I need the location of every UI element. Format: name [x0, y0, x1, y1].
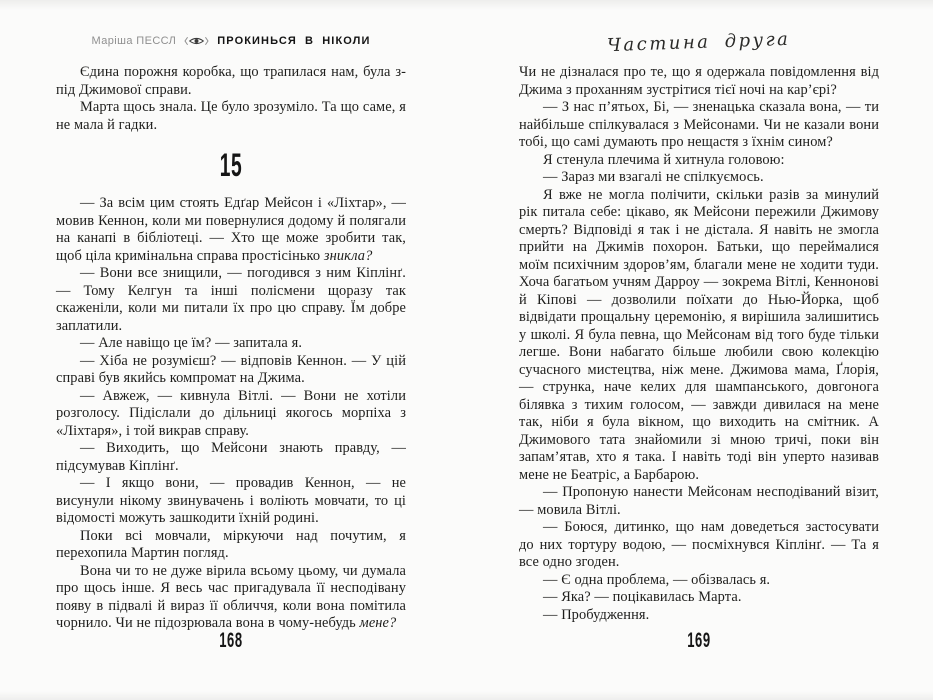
paragraph: — Але навіщо це їм? — запитала я. — [80, 335, 303, 351]
page-left — [56, 0, 406, 700]
paragraph: — Пробудження. — [543, 606, 650, 623]
paragraph: Я стенула плечима й хитнула головою: — [543, 151, 785, 168]
running-head-right — [519, 28, 879, 57]
part-title: Частина друга — [606, 28, 792, 57]
eye-icon — [183, 35, 210, 47]
page-right-text — [519, 64, 879, 624]
paragraph: — Боюся, дитинко, що нам доведеться застосувати до них тортуру водою, — посміхнувся Кіплінґ. — Та я все одно згоден. — [519, 519, 879, 570]
paragraph: — Хіба не розумієш? — відповів Кеннон. — У цій справі був якийсь компромат на Джима. — [56, 352, 406, 386]
paragraph: — Зараз ми взагалі не спілкуємось. — [543, 169, 764, 185]
page-right — [519, 0, 879, 700]
paragraph: Чи не дізналася про те, що я одержала повідомлення від Джима з проханням зустрітися тієї ночі на кар’єрі? — [519, 64, 879, 98]
paragraph: — Є одна проблема, — обізвалась я. — [543, 571, 771, 588]
intro-paragraphs — [56, 64, 406, 134]
paragraph: — Авжеж, — кивнула Вітлі. — Вони не хотіли розголосу. Підіслали до дільниці якогось морпіха з «Ліхтаря», і той викрав справу. — [56, 387, 406, 439]
paragraph: — Вони все знищили, — погодився з ним Кіплінґ. — Тому Келгун та інші полісмени щоразу так скаженіли, коли ми питали їх про цю справу. Їм добре заплатили. — [56, 265, 406, 334]
chapter-number: 15 — [219, 147, 243, 183]
paragraph: — Виходить, що Мейсони знають правду, — підсумував Кіплінґ. — [56, 440, 406, 474]
page-number-right: 169 — [687, 629, 711, 652]
paragraph: Поки всі мовчали, міркуючи над почутим, я перехопила Мартин погляд. — [56, 527, 406, 561]
paragraph: Марта щось знала. Це було зрозуміло. Та що саме, я не мала й гадки. — [56, 99, 406, 133]
paragraph: Я вже не могла полічити, скільки разів за минулий рік питала себе: цікаво, як Мейсони пережили Джимову смерть? Відповіді я так і не дістала. Я навіть не змогла прийти на Джимів похорон. Батьки, що переймалися моїм психічним здоров’ям, благали мене не ходити туди. Хоча багатьом учням Дарроу — зокрема Вітлі, Кеннонові й Кіпові — дозволили поїхати до Нью-Йорка, щоб відвідати прощальну церемонію, я вирішила залишитись у школі. Я була певна, що Мейсонам від того буде тільки легше. Вони набагато більше любили свою колекцію сучасного мистецтва, ніж мене. Джимова мама, Ґлорія, — струнка, наче келих для шампанського, довгонога білявка з тихим голосом, — завжди дивилася на мене так, ніби я була вікном, що виходить на смітник. А Джимового тата знайомили зі мною тричі, поки він запам’ятав, хто я така. І навіть тоді він уперто називав мене не Беатріс, а Барбарою. — [519, 186, 879, 483]
author-name: Маріша ПЕССЛ — [91, 35, 177, 47]
paragraph: — З нас п’ятьох, Бі, — зненацька сказала вона, — ти найбільше спілкувалася з Мейсонами. Чи не казали вони тобі, що самі думають про нещастя з їхнім сином? — [519, 99, 879, 150]
paragraph: Вона чи то не дуже вірила всьому цьому, чи думала про щось інше. Я весь час пригадувала її несподівану появу в підвалі й вираз її обличчя, коли вона помітила чорнило. Чи не підозрювала вона в чому-небудь мене? — [56, 562, 406, 631]
paragraph: — Яка? — поцікавилась Марта. — [543, 589, 742, 605]
book-title: ПРОКИНЬСЯ В НІКОЛИ — [217, 35, 371, 47]
running-head-left — [56, 35, 406, 47]
paragraph: — І якщо вони, — провадив Кеннон, — не висунули нікому звинувачень і воліють мовчати, то ці відомості можуть зашкодити їхній родині. — [56, 475, 406, 526]
paragraph: Єдина порожня коробка, що трапилася нам, була з-під Джимової справи. — [56, 64, 406, 98]
paragraph: — За всім цим стоять Едґар Мейсон і «Ліхтар», — мовив Кеннон, коли ми повернулися додому й полягали на канапі в бібліотеці. — Хто ще може зробити так, щоб ціла кримінальна справа простісінько зникла? — [56, 195, 406, 264]
chapter-paragraphs — [56, 195, 406, 633]
page-number-left: 168 — [219, 629, 243, 652]
page-left-text — [56, 64, 406, 633]
paragraph: — Пропоную нанести Мейсонам несподіваний візит, — мовила Вітлі. — [519, 484, 879, 518]
